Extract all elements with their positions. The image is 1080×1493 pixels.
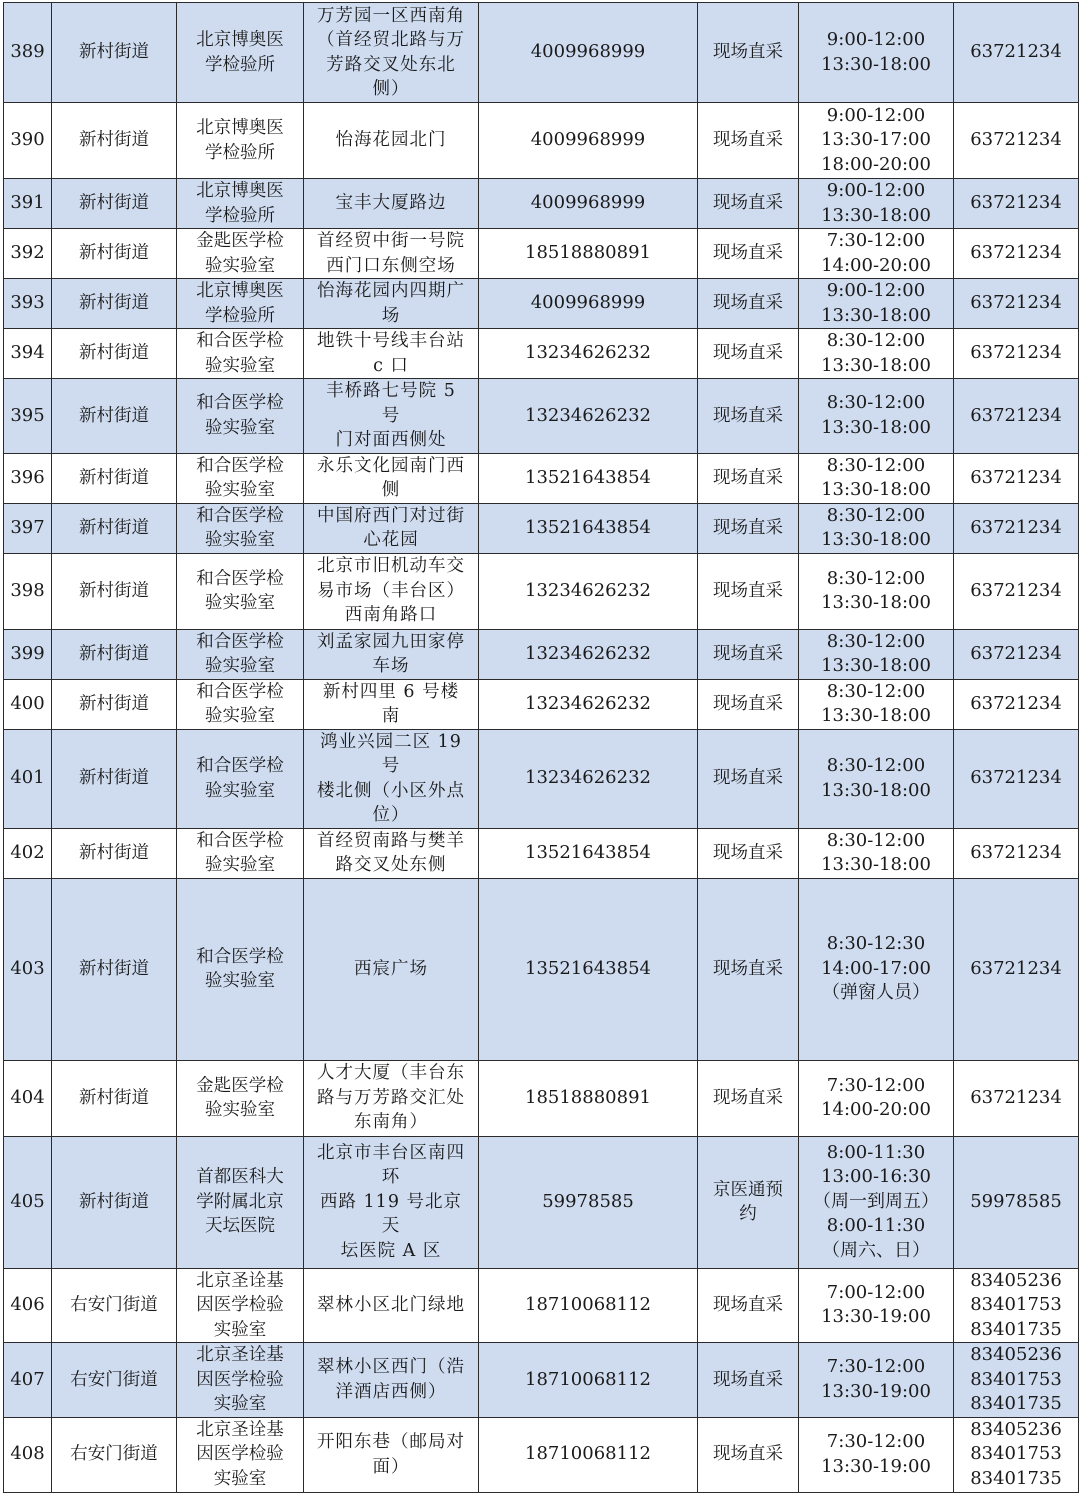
table-row (4, 828, 1079, 878)
cell-organization: 和合医学检 验实验室 (177, 878, 304, 1060)
cell-organization: 首都医科大 学附属北京 天坛医院 (177, 1136, 304, 1268)
cell-phone: 13234626232 (479, 329, 698, 379)
cell-number: 405 (4, 1136, 52, 1268)
cell-organization: 北京博奥医 学检验所 (177, 3, 304, 103)
cell-street: 新村街道 (52, 828, 177, 878)
table-row (4, 503, 1079, 553)
cell-mode: 现场直采 (698, 828, 799, 878)
cell-number: 393 (4, 279, 52, 329)
cell-organization: 和合医学检 验实验室 (177, 503, 304, 553)
cell-hotline: 83405236 83401753 83401735 (954, 1417, 1079, 1492)
cell-number: 400 (4, 679, 52, 729)
table-row (4, 1417, 1079, 1492)
table-row (4, 179, 1079, 229)
cell-site: 北京市旧机动车交 易市场（丰台区） 西南角路口 (304, 553, 479, 629)
cell-street: 右安门街道 (52, 1417, 177, 1492)
cell-organization: 金匙医学检 验实验室 (177, 229, 304, 279)
cell-hotline: 59978585 (954, 1136, 1079, 1268)
cell-hotline: 63721234 (954, 3, 1079, 103)
cell-mode: 现场直采 (698, 229, 799, 279)
cell-phone: 18710068112 (479, 1343, 698, 1418)
cell-hotline: 63721234 (954, 1060, 1079, 1136)
cell-street: 新村街道 (52, 1136, 177, 1268)
cell-street: 新村街道 (52, 679, 177, 729)
table-row (4, 878, 1079, 1060)
cell-street: 新村街道 (52, 279, 177, 329)
cell-phone: 18518880891 (479, 1060, 698, 1136)
cell-street: 右安门街道 (52, 1343, 177, 1418)
cell-phone: 13234626232 (479, 379, 698, 454)
cell-number: 401 (4, 729, 52, 828)
table-row (4, 379, 1079, 454)
cell-phone: 4009968999 (479, 279, 698, 329)
cell-number: 407 (4, 1343, 52, 1418)
cell-phone: 18710068112 (479, 1268, 698, 1343)
cell-mode: 现场直采 (698, 1417, 799, 1492)
cell-site: 首经贸南路与樊羊 路交叉处东侧 (304, 828, 479, 878)
cell-mode: 现场直采 (698, 1060, 799, 1136)
cell-hours: 7:30-12:00 13:30-19:00 (799, 1343, 954, 1418)
cell-street: 新村街道 (52, 729, 177, 828)
cell-hours: 7:30-12:00 14:00-20:00 (799, 1060, 954, 1136)
cell-hours: 8:30-12:00 13:30-18:00 (799, 679, 954, 729)
cell-organization: 北京博奥医 学检验所 (177, 103, 304, 179)
cell-street: 新村街道 (52, 329, 177, 379)
cell-phone: 13234626232 (479, 679, 698, 729)
cell-site: 人才大厦（丰台东 路与万芳路交汇处 东南角） (304, 1060, 479, 1136)
cell-organization: 和合医学检 验实验室 (177, 828, 304, 878)
table-body (4, 3, 1079, 1493)
cell-site: 怡海花园内四期广 场 (304, 279, 479, 329)
cell-street: 右安门街道 (52, 1268, 177, 1343)
cell-phone: 4009968999 (479, 103, 698, 179)
cell-phone: 59978585 (479, 1136, 698, 1268)
cell-number: 391 (4, 179, 52, 229)
cell-hours: 8:30-12:30 14:00-17:00 （弹窗人员） (799, 878, 954, 1060)
cell-organization: 和合医学检 验实验室 (177, 453, 304, 503)
table-row (4, 629, 1079, 679)
cell-mode: 现场直采 (698, 329, 799, 379)
cell-mode: 京医通预 约 (698, 1136, 799, 1268)
cell-phone: 18518880891 (479, 229, 698, 279)
cell-phone: 13521643854 (479, 828, 698, 878)
cell-phone: 18710068112 (479, 1417, 698, 1492)
cell-number: 395 (4, 379, 52, 454)
cell-hotline: 63721234 (954, 329, 1079, 379)
cell-site: 丰桥路七号院 5 号 门对面西侧处 (304, 379, 479, 454)
cell-organization: 和合医学检 验实验室 (177, 379, 304, 454)
cell-site: 宝丰大厦路边 (304, 179, 479, 229)
cell-hours: 8:30-12:00 13:30-18:00 (799, 329, 954, 379)
cell-street: 新村街道 (52, 453, 177, 503)
cell-phone: 13234626232 (479, 729, 698, 828)
cell-hours: 8:30-12:00 13:30-18:00 (799, 629, 954, 679)
cell-mode: 现场直采 (698, 103, 799, 179)
cell-mode: 现场直采 (698, 729, 799, 828)
testing-sites-table (3, 2, 1079, 1493)
cell-site: 刘孟家园九田家停 车场 (304, 629, 479, 679)
cell-site: 西宸广场 (304, 878, 479, 1060)
cell-hotline: 63721234 (954, 729, 1079, 828)
cell-phone: 4009968999 (479, 3, 698, 103)
cell-organization: 和合医学检 验实验室 (177, 629, 304, 679)
cell-hotline: 63721234 (954, 103, 1079, 179)
table-row (4, 279, 1079, 329)
cell-hours: 9:00-12:00 13:30-17:00 18:00-20:00 (799, 103, 954, 179)
cell-organization: 北京博奥医 学检验所 (177, 179, 304, 229)
table-row (4, 1268, 1079, 1343)
cell-site: 怡海花园北门 (304, 103, 479, 179)
cell-number: 408 (4, 1417, 52, 1492)
cell-site: 鸿业兴园二区 19 号 楼北侧（小区外点 位） (304, 729, 479, 828)
cell-hours: 8:30-12:00 13:30-18:00 (799, 379, 954, 454)
cell-site: 万芳园一区西南角 （首经贸北路与万 芳路交叉处东北 侧） (304, 3, 479, 103)
cell-mode: 现场直采 (698, 878, 799, 1060)
cell-number: 392 (4, 229, 52, 279)
cell-hotline: 63721234 (954, 679, 1079, 729)
cell-hotline: 83405236 83401753 83401735 (954, 1343, 1079, 1418)
cell-number: 402 (4, 828, 52, 878)
cell-site: 翠林小区西门（浩 洋酒店西侧） (304, 1343, 479, 1418)
cell-street: 新村街道 (52, 229, 177, 279)
table-row (4, 453, 1079, 503)
cell-organization: 和合医学检 验实验室 (177, 553, 304, 629)
cell-mode: 现场直采 (698, 629, 799, 679)
cell-hours: 9:00-12:00 13:30-18:00 (799, 279, 954, 329)
cell-hotline: 83405236 83401753 83401735 (954, 1268, 1079, 1343)
cell-site: 翠林小区北门绿地 (304, 1268, 479, 1343)
table-row (4, 729, 1079, 828)
cell-number: 390 (4, 103, 52, 179)
table-row (4, 679, 1079, 729)
cell-hotline: 63721234 (954, 503, 1079, 553)
cell-organization: 北京圣诠基 因医学检验 实验室 (177, 1343, 304, 1418)
cell-street: 新村街道 (52, 878, 177, 1060)
cell-mode: 现场直采 (698, 279, 799, 329)
cell-hours: 8:30-12:00 13:30-18:00 (799, 453, 954, 503)
cell-hours: 8:30-12:00 13:30-18:00 (799, 553, 954, 629)
table-row (4, 229, 1079, 279)
cell-hotline: 63721234 (954, 379, 1079, 454)
cell-mode: 现场直采 (698, 179, 799, 229)
table-row (4, 553, 1079, 629)
table-row (4, 103, 1079, 179)
cell-street: 新村街道 (52, 503, 177, 553)
cell-number: 394 (4, 329, 52, 379)
cell-number: 398 (4, 553, 52, 629)
cell-hours: 8:30-12:00 13:30-18:00 (799, 828, 954, 878)
cell-number: 404 (4, 1060, 52, 1136)
cell-hotline: 63721234 (954, 229, 1079, 279)
cell-street: 新村街道 (52, 3, 177, 103)
cell-organization: 和合医学检 验实验室 (177, 729, 304, 828)
cell-street: 新村街道 (52, 179, 177, 229)
cell-site: 北京市丰台区南四 环 西路 119 号北京天 坛医院 A 区 (304, 1136, 479, 1268)
cell-number: 406 (4, 1268, 52, 1343)
cell-site: 中国府西门对过街 心花园 (304, 503, 479, 553)
table-row (4, 1136, 1079, 1268)
cell-organization: 北京圣诠基 因医学检验 实验室 (177, 1417, 304, 1492)
table-row (4, 329, 1079, 379)
cell-number: 396 (4, 453, 52, 503)
cell-hotline: 63721234 (954, 179, 1079, 229)
cell-hours: 7:00-12:00 13:30-19:00 (799, 1268, 954, 1343)
cell-site: 首经贸中街一号院 西门口东侧空场 (304, 229, 479, 279)
cell-mode: 现场直采 (698, 379, 799, 454)
cell-phone: 13234626232 (479, 553, 698, 629)
cell-hours: 7:30-12:00 14:00-20:00 (799, 229, 954, 279)
cell-organization: 金匙医学检 验实验室 (177, 1060, 304, 1136)
cell-organization: 和合医学检 验实验室 (177, 679, 304, 729)
cell-number: 403 (4, 878, 52, 1060)
cell-hotline: 63721234 (954, 553, 1079, 629)
cell-hotline: 63721234 (954, 629, 1079, 679)
cell-hours: 7:30-12:00 13:30-19:00 (799, 1417, 954, 1492)
cell-hours: 9:00-12:00 13:30-18:00 (799, 3, 954, 103)
cell-number: 397 (4, 503, 52, 553)
cell-mode: 现场直采 (698, 503, 799, 553)
cell-number: 399 (4, 629, 52, 679)
cell-mode: 现场直采 (698, 553, 799, 629)
cell-hotline: 63721234 (954, 279, 1079, 329)
cell-phone: 13521643854 (479, 878, 698, 1060)
cell-street: 新村街道 (52, 629, 177, 679)
cell-organization: 北京博奥医 学检验所 (177, 279, 304, 329)
cell-number: 389 (4, 3, 52, 103)
cell-site: 开阳东巷（邮局对 面） (304, 1417, 479, 1492)
cell-mode: 现场直采 (698, 1343, 799, 1418)
cell-street: 新村街道 (52, 103, 177, 179)
cell-hotline: 63721234 (954, 828, 1079, 878)
cell-site: 永乐文化园南门西 侧 (304, 453, 479, 503)
cell-phone: 13521643854 (479, 503, 698, 553)
cell-hours: 8:30-12:00 13:30-18:00 (799, 729, 954, 828)
table-row (4, 3, 1079, 103)
cell-phone: 4009968999 (479, 179, 698, 229)
cell-street: 新村街道 (52, 553, 177, 629)
cell-organization: 和合医学检 验实验室 (177, 329, 304, 379)
cell-street: 新村街道 (52, 1060, 177, 1136)
cell-mode: 现场直采 (698, 3, 799, 103)
cell-site: 地铁十号线丰台站 c 口 (304, 329, 479, 379)
cell-hours: 9:00-12:00 13:30-18:00 (799, 179, 954, 229)
table-row (4, 1343, 1079, 1418)
cell-hotline: 63721234 (954, 453, 1079, 503)
table-row (4, 1060, 1079, 1136)
cell-hotline: 63721234 (954, 878, 1079, 1060)
cell-mode: 现场直采 (698, 1268, 799, 1343)
cell-mode: 现场直采 (698, 453, 799, 503)
cell-phone: 13521643854 (479, 453, 698, 503)
cell-street: 新村街道 (52, 379, 177, 454)
cell-phone: 13234626232 (479, 629, 698, 679)
cell-hours: 8:00-11:30 13:00-16:30 （周一到周五） 8:00-11:30 （周六、日） (799, 1136, 954, 1268)
cell-mode: 现场直采 (698, 679, 799, 729)
cell-hours: 8:30-12:00 13:30-18:00 (799, 503, 954, 553)
cell-organization: 北京圣诠基 因医学检验 实验室 (177, 1268, 304, 1343)
cell-site: 新村四里 6 号楼南 (304, 679, 479, 729)
